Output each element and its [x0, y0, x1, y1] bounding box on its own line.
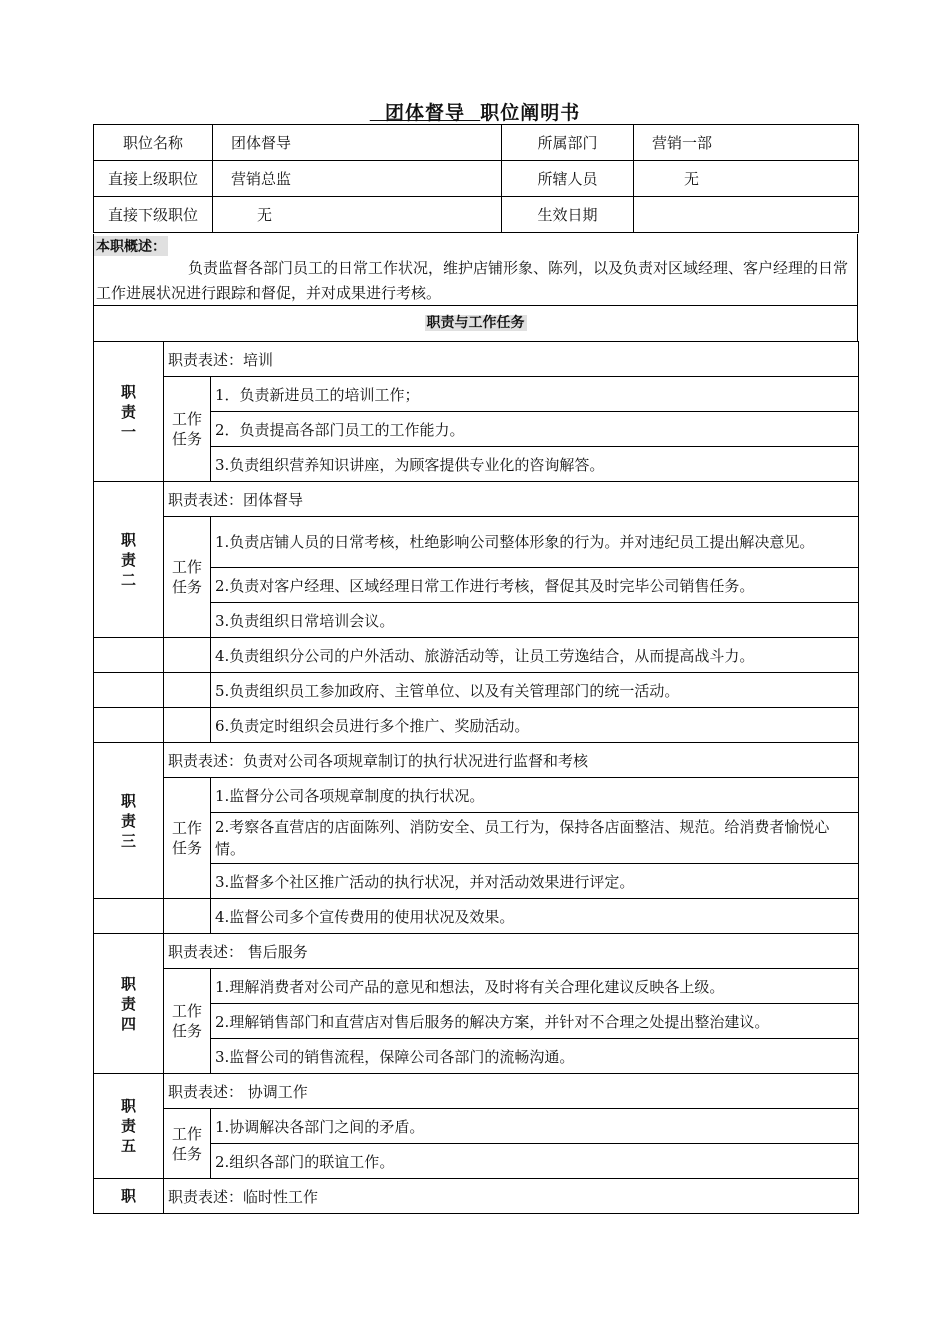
duty-row	[94, 969, 859, 1004]
value-superior: 营销总监	[213, 161, 502, 197]
duty-row	[94, 743, 859, 778]
empty-cell	[94, 638, 164, 673]
work-task-label: 工作任务	[164, 517, 211, 638]
task-item: 1.理解消费者对公司产品的意见和想法，及时将有关合理化建议反映各上级。	[211, 969, 859, 1004]
task-item: 5.负责组织员工参加政府、主管单位、以及有关管理部门的统一活动。	[211, 673, 859, 708]
label-subordinate-position: 直接下级职位	[94, 197, 213, 233]
work-task-label: 工作任务	[164, 1109, 211, 1179]
duty-1-description: 职责表述：培训	[164, 342, 859, 377]
duty-row	[94, 778, 859, 813]
task-item: 2．负责提高各部门员工的工作能力。	[211, 412, 859, 447]
task-item: 3.负责组织日常培训会议。	[211, 603, 859, 638]
title-underlined: 团体督导	[369, 102, 481, 124]
header-row	[94, 125, 859, 161]
duty-2-description: 职责表述：团体督导	[164, 482, 859, 517]
value-position-name: 团体督导	[213, 125, 502, 161]
empty-cell	[94, 673, 164, 708]
duty-row	[94, 342, 859, 377]
duty-6-description: 职责表述：临时性工作	[164, 1179, 859, 1214]
task-item: 3.监督多个社区推广活动的执行状况，并对活动效果进行评定。	[211, 864, 859, 899]
label-position-name: 职位名称	[94, 125, 213, 161]
job-summary	[93, 234, 858, 306]
task-item: 2.理解销售部门和直营店对售后服务的解决方案，并针对不合理之处提出整治建议。	[211, 1004, 859, 1039]
value-department: 营销一部	[634, 125, 859, 161]
empty-cell	[164, 708, 211, 743]
work-task-label: 工作任务	[164, 969, 211, 1074]
task-item: 1.协调解决各部门之间的矛盾。	[211, 1109, 859, 1144]
task-item: 4.负责组织分公司的户外活动、旅游活动等，让员工劳逸结合，从而提高战斗力。	[211, 638, 859, 673]
duty-row	[94, 1074, 859, 1109]
empty-cell	[164, 638, 211, 673]
duty-row	[94, 377, 859, 412]
task-item: 2.组织各部门的联谊工作。	[211, 1144, 859, 1179]
task-item: 1.负责店铺人员的日常考核，杜绝影响公司整体形象的行为。并对违纪员工提出解决意见。	[211, 517, 859, 568]
duty-row	[94, 1109, 859, 1144]
task-item: 2.负责对客户经理、区域经理日常工作进行考核，督促其及时完毕公司销售任务。	[211, 568, 859, 603]
value-effective-date	[634, 197, 859, 233]
task-item: 1.监督分公司各项规章制度的执行状况。	[211, 778, 859, 813]
value-subordinate-position: 无	[213, 197, 502, 233]
duty-4-description: 职责表述： 售后服务	[164, 934, 859, 969]
duty-3-name: 职责三	[94, 743, 164, 899]
summary-text: 负责监督各部门员工的日常工作状况，维护店铺形象、陈列，以及负责对区域经理、客户经理的日常工作进展状况进行跟踪和督促，并对成果进行考核。	[96, 259, 849, 302]
header-table	[93, 124, 859, 233]
duty-6-name: 职	[94, 1179, 164, 1214]
duty-row	[94, 638, 859, 673]
empty-cell	[94, 899, 164, 934]
task-item: 1．负责新进员工的培训工作；	[211, 377, 859, 412]
empty-cell	[94, 708, 164, 743]
duty-1-name: 职责一	[94, 342, 164, 482]
work-task-label: 工作任务	[164, 778, 211, 899]
header-row	[94, 197, 859, 233]
duty-5-name: 职责五	[94, 1074, 164, 1179]
task-item: 6.负责定时组织会员进行多个推广、奖励活动。	[211, 708, 859, 743]
label-subordinates-count: 所辖人员	[502, 161, 634, 197]
task-item: 3.监督公司的销售流程，保障公司各部门的流畅沟通。	[211, 1039, 859, 1074]
duties-table	[93, 341, 859, 1214]
duty-3-description: 职责表述：负责对公司各项规章制订的执行状况进行监督和考核	[164, 743, 859, 778]
duty-row	[94, 482, 859, 517]
label-effective-date: 生效日期	[502, 197, 634, 233]
duty-row	[94, 708, 859, 743]
duty-4-name: 职责四	[94, 934, 164, 1074]
title-rest: 职位阐明书	[480, 102, 581, 124]
duty-row	[94, 1179, 859, 1214]
duty-5-description: 职责表述： 协调工作	[164, 1074, 859, 1109]
duty-row	[94, 517, 859, 568]
label-superior: 直接上级职位	[94, 161, 213, 197]
work-task-label: 工作任务	[164, 377, 211, 482]
summary-label: 本职概述：	[94, 236, 168, 256]
value-subordinates-count: 无	[634, 161, 859, 197]
document-title	[0, 98, 950, 125]
task-item: 3.负责组织营养知识讲座，为顾客提供专业化的咨询解答。	[211, 447, 859, 482]
duty-row	[94, 934, 859, 969]
task-item: 4.监督公司多个宣传费用的使用状况及效果。	[211, 899, 859, 934]
header-row	[94, 161, 859, 197]
label-department: 所属部门	[502, 125, 634, 161]
duty-row	[94, 899, 859, 934]
duty-2-name: 职责二	[94, 482, 164, 638]
empty-cell	[164, 673, 211, 708]
task-item: 2.考察各直营店的店面陈列、消防安全、员工行为，保持各店面整洁、规范。给消费者愉悦心情。	[211, 813, 859, 864]
section-title: 职责与工作任务	[93, 306, 858, 342]
duty-row	[94, 673, 859, 708]
empty-cell	[164, 899, 211, 934]
